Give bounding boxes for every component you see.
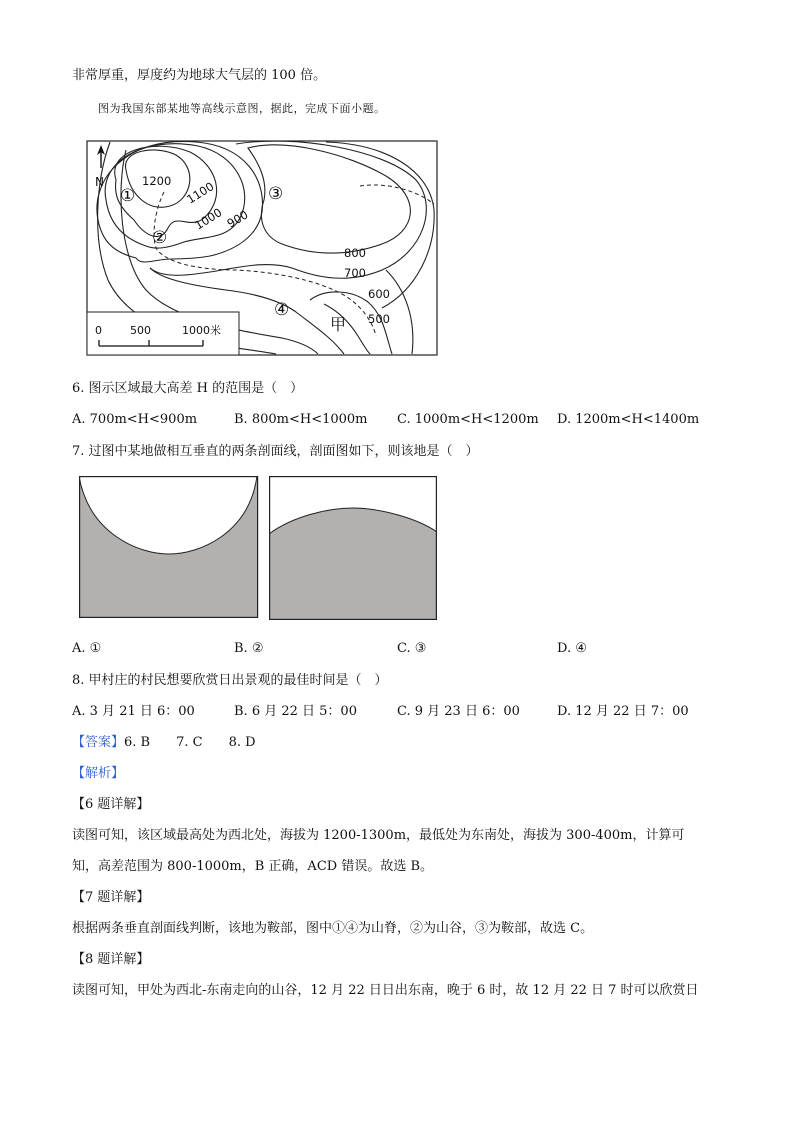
detail-7-title: 【7 题详解】: [72, 890, 150, 905]
q7-option-d: D. ④: [557, 641, 587, 656]
detail-8-title: 【8 题详解】: [72, 952, 150, 967]
q8-option-b: B. 6 月 22 日 5：00: [234, 704, 357, 719]
q6-option-d: D. 1200m<H<1400m: [557, 412, 700, 427]
contour-map: [86, 140, 438, 356]
q6-option-a: A. 700m<H<900m: [72, 412, 198, 427]
map-caption: 图为我国东部某地等高线示意图，据此，完成下面小题。: [98, 102, 386, 115]
q7-option-a: A. ①: [72, 641, 102, 656]
profile-2-fill: [269, 508, 437, 619]
answer-line: [72, 734, 256, 752]
contour-label-500: 500: [368, 312, 390, 326]
answer-label: 【答案】: [72, 735, 125, 750]
contour-label-800: 800: [344, 246, 366, 260]
contour-label-900: 900: [224, 207, 251, 231]
profile-diagram-2: [269, 476, 437, 620]
contour-label-1100: 1100: [184, 179, 217, 207]
detail-7-line-1: 根据两条垂直剖面线判断，该地为鞍部，图中①④为山脊，②为山谷，③为鞍部，故选 C。: [72, 921, 594, 936]
q7-option-b: B. ②: [234, 641, 264, 656]
profile-1-fill: [79, 476, 257, 617]
marker-3: ③: [268, 184, 284, 204]
scale-1000: 1000米: [182, 324, 221, 337]
marker-1: ①: [120, 186, 136, 206]
scale-0: 0: [95, 324, 102, 337]
detail-6-line-1: 读图可知，该区域最高处为西北处，海拔为 1200-1300m，最低处为东南处，海拔为 300-400m，计算可: [72, 828, 685, 843]
contour-label-1200: 1200: [142, 174, 172, 188]
q8-option-d: D. 12 月 22 日 7：00: [557, 704, 689, 719]
marker-4: ④: [274, 300, 290, 320]
contour-label-600: 600: [368, 287, 390, 301]
q7-option-c: C. ③: [397, 641, 427, 656]
north-label: N: [95, 175, 104, 189]
analysis-label: 【解析】: [72, 766, 125, 781]
q8-option-c: C. 9 月 23 日 6：00: [397, 704, 520, 719]
marker-2: ②: [152, 228, 168, 248]
q8-stem: 8. 甲村庄的村民想要欣赏日出景观的最佳时间是（ ）: [72, 673, 388, 688]
detail-6-line-2: 知，高差范围为 800-1000m，B 正确，ACD 错误。故选 B。: [72, 859, 434, 874]
intro-line: 非常厚重，厚度约为地球大气层的 100 倍。: [72, 68, 327, 83]
answer-text: 6. B 7. C 8. D: [124, 735, 256, 750]
detail-6-title: 【6 题详解】: [72, 797, 150, 812]
q6-option-c: C. 1000m<H<1200m: [397, 412, 539, 427]
contour-label-700: 700: [344, 266, 366, 280]
contour-label-1000: 1000: [192, 205, 225, 233]
detail-8-line-1: 读图可知，甲处为西北-东南走向的山谷，12 月 22 日日出东南，晚于 6 时，故 12 月 22 日 7 时可以欣赏日: [72, 983, 699, 998]
q7-stem: 7. 过图中某地做相互垂直的两条剖面线，剖面图如下，则该地是（ ）: [72, 444, 479, 459]
q6-stem: 6. 图示区域最大高差 H 的范围是（ ）: [72, 381, 304, 396]
village-jia: 甲: [330, 315, 347, 334]
q8-option-a: A. 3 月 21 日 6：00: [72, 704, 195, 719]
profile-diagram-1: [79, 476, 259, 618]
scale-500: 500: [130, 324, 151, 337]
q6-option-b: B. 800m<H<1000m: [234, 412, 368, 427]
